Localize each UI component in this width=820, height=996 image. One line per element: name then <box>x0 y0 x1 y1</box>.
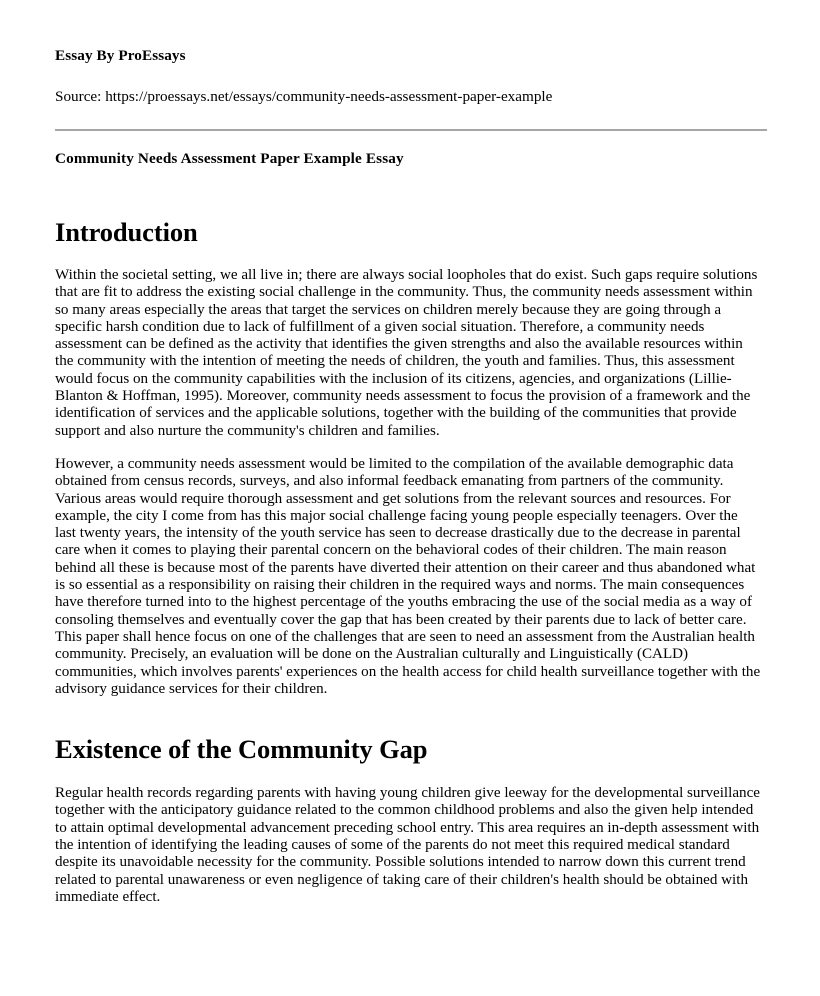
page-title: Community Needs Assessment Paper Example Essay <box>55 150 404 167</box>
section-heading-introduction: Introduction <box>55 217 198 247</box>
section-heading-existence-of-the-community-gap: Existence of the Community Gap <box>55 734 428 765</box>
paragraph: However, a community needs assessment would be limited to the compilation of the available demographic data obtained from census records, surveys, and also informal feedback emanating from partners of the community. Various areas would require thorough assessment and get solutions from the relevant sources and resources. For example, the city I come from has this major social challenge facing young people especially teenagers. Over the last twenty years, the intensity of the youth service has seen to decrease drastically due to the decrease in parental care when it comes to playing their parental concern on the behavioral codes of their children. The main reason behind all these is because most of the parents have diverted their attention on their career and thus abandoned what is so essential as a responsibility on raising their children in the required ways and norms. The main consequences have therefore turned into to the highest percentage of the youths embracing the use of the social media as a way of consoling themselves and eventually cover the gap that has been created by their parents due to lack of better care. This paper shall hence focus on one of the challenges that are seen to need an assessment from the Australian health community. Precisely, an evaluation will be done on the Australian culturally and Linguistically (CALD) communities, which involves parents' experiences on the health access for child health surveillance together with the advisory guidance services for their children. <box>55 455 761 697</box>
document-header <box>55 47 767 106</box>
paragraph: Regular health records regarding parents with having young children give leeway for the developmental surveillance together with the anticipatory guidance related to the common childhood problems and also the given help intended to attain optimal developmental advancement preceding school entry. This area requires an in-depth assessment with the intention of identifying the leading causes of some of the parents do not meet this required medical standard despite its unavoidable necessity for the community. Possible solutions intended to narrow down this current trend related to parental unawareness or even negligence of taking care of their children's health should be obtained with immediate effect. <box>55 785 760 905</box>
header-divider <box>55 129 767 131</box>
site-name: Essay By ProEssays <box>55 47 186 64</box>
paragraph: Within the societal setting, we all live in; there are always social loopholes that do exist. Such gaps require solutions that are fit to address the existing social challenge in the community. Thus, the community needs assessment within so many areas especially the areas that target the services on children merely because they are going through a specific harsh condition due to lack of fulfillment of a given social situation. Therefore, a community needs assessment can be defined as the activity that identifies the given strengths and also the available resources within the community with the intention of meeting the needs of children, the youth and families. Thus, this assessment would focus on the community capabilities with the inclusion of its citizens, agencies, and organizations (Lillie-Blanton & Hoffman, 1995). Moreover, community needs assessment to focus the provision of a framework and the identification of services and the applicable solutions, together with the building of the communities that provide support and also nurture the community's children and families. <box>55 267 758 439</box>
source-line: Source: https://proessays.net/essays/community-needs-assessment-paper-example <box>55 88 553 105</box>
